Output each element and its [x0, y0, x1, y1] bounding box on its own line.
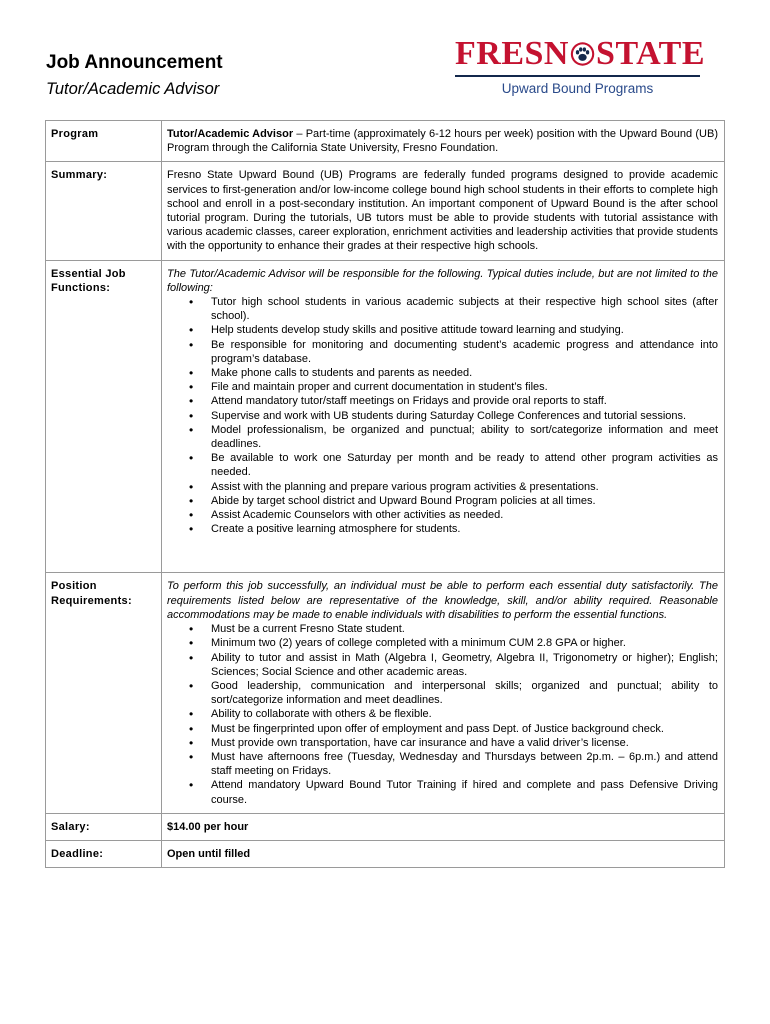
logo-wordmark	[455, 36, 705, 72]
fresno-state-logo	[455, 36, 705, 96]
logo-wordmark-left: FRESN	[455, 35, 569, 72]
functions-label: Essential Job Functions:	[46, 260, 162, 573]
functions-intro: The Tutor/Academic Advisor will be responsible for the following. Typical duties include, but are not limited to the following:	[167, 267, 718, 294]
list-item: • Assist with the planning and prepare various program activities & presentations.	[167, 480, 718, 494]
job-details-table	[45, 120, 725, 868]
deadline-label: Deadline:	[46, 840, 162, 867]
deadline-row	[46, 840, 725, 867]
list-item: • Ability to tutor and assist in Math (Algebra I, Geometry, Algebra II, Trigonometry or higher); English; Sciences; Social Science and other academic areas.	[167, 651, 718, 679]
list-item: • Abide by target school district and Upward Bound Program policies at all times.	[167, 494, 718, 508]
summary-value: Fresno State Upward Bound (UB) Programs are federally funded programs designed to provide academic services to first-generation and/or low-income college bound high school students in their efforts to complete high school and enroll in a post-secondary institution. An important component of Upward Bound is the after school tutorial program. During the tutorials, UB tutors must be able to provide students with tutorial assistance with various academic classes, career exploration, enrichment activities and leadership activities that provide students with the opportunity to enhance their grades at their respective high schools.	[162, 162, 725, 260]
list-item: • Must have afternoons free (Tuesday, Wednesday and Thursdays between 2p.m. – 6p.m.) and attend staff meeting on Fridays.	[167, 750, 718, 778]
list-item: • Must be fingerprinted upon offer of employment and pass Dept. of Justice background check.	[167, 722, 718, 736]
salary-value: $14.00 per hour	[162, 813, 725, 840]
list-item: • Help students develop study skills and positive attitude toward learning and studying.	[167, 323, 718, 337]
functions-row	[46, 260, 725, 573]
program-description: – Part-time (approximately 6-12 hours per week) position with the Upward Bound (UB) Program through the California State University, Fresno Foundation.	[167, 128, 718, 155]
program-value	[162, 121, 725, 162]
page-subtitle: Tutor/Academic Advisor	[46, 80, 220, 98]
list-item: • Must provide own transportation, have car insurance and have a valid driver’s license.	[167, 736, 718, 750]
list-item: • Minimum two (2) years of college completed with a minimum CUM 2.8 GPA or higher.	[167, 636, 718, 650]
list-item: • File and maintain proper and current documentation in student’s files.	[167, 380, 718, 394]
page-title: Job Announcement	[46, 52, 223, 73]
requirements-row	[46, 573, 725, 813]
list-item: • Tutor high school students in various academic subjects at their respective high school sites (after school).	[167, 295, 718, 323]
list-item: • Make phone calls to students and parents as needed.	[167, 366, 718, 380]
functions-list	[167, 295, 718, 536]
requirements-intro: To perform this job successfully, an individual must be able to perform each essential duty satisfactorily. The requirements listed below are representative of the knowledge, skill, and/or ability required. Reasonable accommodations may be made to enable individuals with disabilities to perform the essential functions.	[167, 580, 718, 621]
program-row	[46, 121, 725, 162]
program-label: Program	[46, 121, 162, 162]
logo-tagline: Upward Bound Programs	[501, 81, 654, 96]
list-item: • Assist Academic Counselors with other activities as needed.	[167, 508, 718, 522]
paw-icon	[570, 39, 595, 69]
requirements-label: Position Requirements:	[46, 573, 162, 813]
logo-wordmark-right: STATE	[596, 35, 705, 72]
list-item: • Good leadership, communication and interpersonal skills; organized and punctual; ability to sort/categorize information and meet deadlines.	[167, 679, 718, 707]
list-item: • Be available to work one Saturday per month and be ready to attend other program activities as needed.	[167, 451, 718, 479]
list-item: • Attend mandatory Upward Bound Tutor Training if hired and complete and pass Defensive Driving course.	[167, 778, 718, 806]
functions-value	[162, 260, 725, 573]
list-item: • Model professionalism, be organized and punctual; ability to sort/categorize information and meet deadlines.	[167, 423, 718, 451]
list-item: • Create a positive learning atmosphere for students.	[167, 522, 718, 536]
requirements-list	[167, 622, 718, 807]
requirements-value	[162, 573, 725, 813]
list-item: • Be responsible for monitoring and documenting student’s academic progress and attendance into program’s database.	[167, 338, 718, 366]
deadline-value: Open until filled	[162, 840, 725, 867]
list-item: • Attend mandatory tutor/staff meetings on Fridays and provide oral reports to staff.	[167, 394, 718, 408]
program-title: Tutor/Academic Advisor	[167, 128, 294, 140]
salary-row	[46, 813, 725, 840]
logo-divider	[455, 75, 700, 77]
summary-label: Summary:	[46, 162, 162, 260]
list-item: • Supervise and work with UB students during Saturday College Conferences and tutorial sessions.	[167, 409, 718, 423]
list-item: • Must be a current Fresno State student.	[167, 622, 718, 636]
list-item: • Ability to collaborate with others & be flexible.	[167, 707, 718, 721]
salary-label: Salary:	[46, 813, 162, 840]
summary-row	[46, 162, 725, 260]
